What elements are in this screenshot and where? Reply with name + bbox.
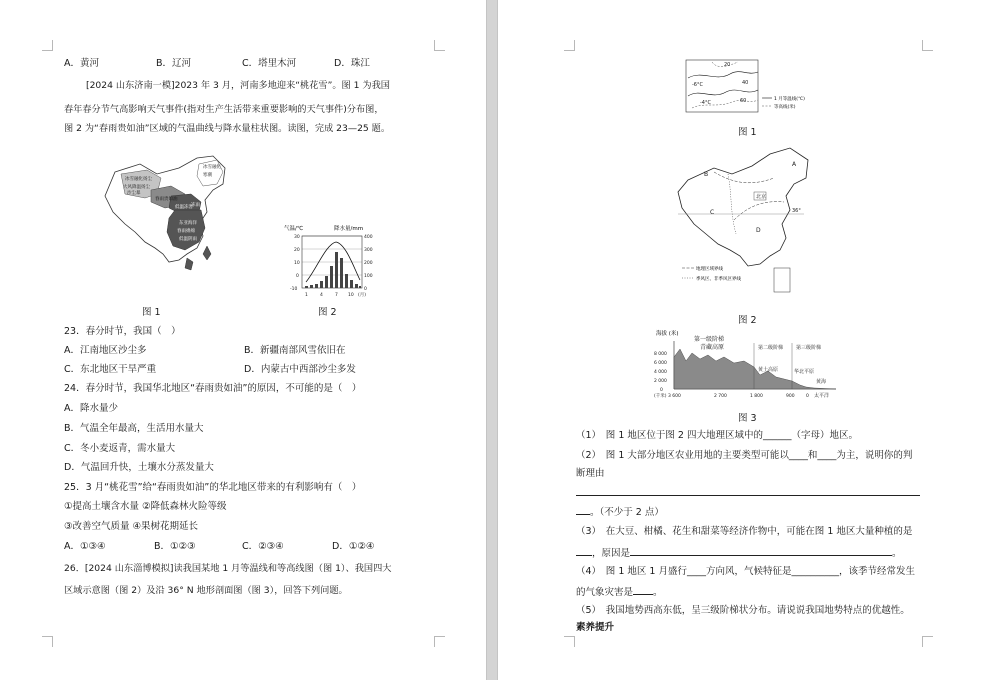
tick-label: 0 (296, 274, 299, 279)
tick-label: -10 (290, 287, 298, 292)
reason-label: ，原因是 (592, 548, 631, 559)
crop-mark (434, 40, 445, 51)
sub-question-3-line2: ，原因是 。 (576, 546, 902, 560)
tick-label: 4 (320, 293, 323, 298)
terrain-label: 华北平原 (794, 369, 815, 375)
map-label: 40 (742, 80, 749, 86)
map-label: 低温冻害 (175, 205, 193, 210)
map-label: 大风降温扬尘 (123, 185, 150, 190)
sub-question-2: （2） 图 1 大部分地区农业用地的主要类型可能以____和____为主，说明你的判 (576, 450, 913, 461)
tick-label: 7 (335, 293, 338, 298)
crop-mark (42, 636, 53, 647)
tick-label: 0 (364, 287, 367, 292)
latitude-label: 36° (792, 208, 801, 214)
terrain-label: 青藏高原 (700, 344, 725, 351)
sub-question-2: 断理由 (576, 468, 605, 479)
question-stem: 24．春分时节，我国华北地区“春雨贵如油”的原因，不可能的是（ ） (64, 383, 362, 394)
tick-label: 0 (806, 394, 809, 399)
answer-line[interactable] (576, 495, 920, 496)
figure-caption: 图 1 (738, 127, 757, 138)
crop-mark (564, 636, 575, 647)
city-label: 北京 (756, 194, 767, 200)
crop-mark (922, 40, 933, 51)
terrain-label: 黄土高原 (758, 367, 779, 373)
map-label: 春雨绵绵 (177, 229, 195, 234)
option-b: B．①②③ (154, 541, 196, 552)
page-gutter (486, 0, 498, 680)
map-label: -6°C (692, 82, 703, 88)
region-label: B (704, 171, 709, 178)
tick-label: (月) (358, 293, 367, 298)
section-title: 素养提升 (576, 622, 615, 633)
crop-mark (42, 40, 53, 51)
china-regions-map (674, 140, 824, 308)
map-label: 低温阴雨 (179, 237, 197, 242)
tick-label: 2 000 (654, 379, 667, 384)
axis-title: 海拔 (米) (656, 331, 679, 337)
map-label: 60 (740, 98, 747, 104)
disaster-label: 的气象灾害是 (576, 587, 634, 598)
terrain-profile (654, 327, 844, 405)
option-c: C．冬小麦返青，需水量大 (64, 443, 176, 454)
note-text: 。（不少于 2 点） (590, 507, 664, 518)
axis-title: 气温/℃ (284, 226, 304, 232)
map-label: 春雨贵如油 (155, 197, 178, 202)
sub-question-4: （4） 图 1 地区 1 月盛行____方向风，气候特征是__________，该季节经常发生 (576, 566, 915, 577)
sub-question-5: （5） 我国地势西高东低，呈三级阶梯状分布。请说说我国地势特点的优越性。 (576, 605, 910, 616)
figure-caption: 图 1 (142, 307, 161, 318)
figure-caption: 图 2 (318, 307, 337, 318)
tick-label: 8 000 (654, 352, 667, 357)
tick-label: 1 800 (750, 394, 763, 399)
tick-label: 6 000 (654, 361, 667, 366)
question-stem: 区域示意图（图 2）及沿 36° N 地形剖面图（图 3），回答下列问题。 (64, 585, 348, 596)
option-a: A．降水量少 (64, 403, 118, 414)
option-b: B．气温全年最高，生活用水量大 (64, 423, 204, 434)
map-label: -4°C (700, 100, 711, 106)
tick-label: 30 (294, 235, 300, 240)
option-a: A．①③④ (64, 541, 106, 552)
terrain-label: 黄海 (816, 379, 827, 385)
answer-note (576, 505, 664, 519)
terrain-label: 第二级阶梯 (758, 345, 784, 351)
answer-blank[interactable] (633, 585, 653, 595)
answer-blank[interactable] (576, 505, 590, 515)
figure-caption: 图 3 (738, 413, 757, 424)
tick-label: 4 000 (654, 370, 667, 375)
figure-caption: 图 2 (738, 315, 757, 326)
legend-label: 地理区域界线 (696, 267, 723, 272)
region-label: A (792, 161, 797, 168)
tick-label: 900 (786, 394, 795, 399)
terrain-label: 太平洋 (814, 393, 830, 399)
option-b: B．辽河 (156, 58, 192, 69)
map-label: 沙尘暴 (127, 191, 141, 196)
map-label: 冻雨 (191, 203, 200, 208)
region-label: D (756, 227, 761, 234)
question-stem: 23．春分时节，我国（ ） (64, 326, 181, 337)
map-label: 东亚海洋 (179, 221, 197, 226)
left-page (0, 0, 486, 680)
china-weather-map (95, 150, 245, 300)
terrain-label: 第一级阶梯 (694, 336, 725, 343)
option-a: A．黄河 (64, 58, 99, 69)
tick-label: (千米) 3 600 (654, 394, 681, 399)
option-c: C．②③④ (242, 541, 284, 552)
statement-items: ①提高土壤含水量 ②降低森林火险等级 (64, 501, 227, 512)
crop-mark (434, 636, 445, 647)
passage-line: [2024 山东济南一模]2023 年 3 月，河南多地迎来“桃花雪”。图 1 为我国 (86, 80, 390, 91)
statement-items: ③改善空气质量 ④果树花期延长 (64, 521, 199, 532)
legend-label: 等高线(米) (774, 105, 796, 110)
crop-mark (922, 636, 933, 647)
option-d: D．内蒙古中西部沙尘多发 (244, 364, 356, 375)
tick-label: 400 (364, 235, 373, 240)
option-d: D．气温回升快，土壤水分蒸发量大 (64, 462, 214, 473)
passage-line: 图 2 为“春雨贵如油”区域的气温曲线与降水量柱状图。读图，完成 23—25 题。 (64, 123, 391, 134)
right-page (498, 0, 996, 680)
option-a: A．江南地区沙尘多 (64, 345, 147, 356)
map-label: 冰雪融化 (203, 165, 221, 170)
option-c: C．东北地区干旱严重 (64, 364, 157, 375)
option-c: C．塔里木河 (242, 58, 297, 69)
climate-chart (282, 222, 378, 304)
option-b: B．新疆南部风雪依旧在 (244, 345, 346, 356)
question-stem: 25．3 月“桃花雪”给“春雨贵如油”的华北地区带来的有利影响有（ ） (64, 482, 362, 493)
isotherm-contour-map (682, 56, 812, 118)
map-label: 寒潮 (203, 173, 212, 178)
option-d: D．①②④ (332, 541, 375, 552)
legend-label: 1 月等温线(℃) (774, 97, 805, 102)
answer-blank[interactable] (630, 546, 892, 556)
sub-question-4-line2: 的气象灾害是 。 (576, 587, 663, 598)
tick-label: 0 (660, 388, 663, 393)
tick-label: 1 (305, 293, 308, 298)
tick-label: 200 (364, 261, 373, 266)
tick-label: 100 (364, 274, 373, 279)
sub-question-3: （3） 在大豆、柑橘、花生和甜菜等经济作物中，可能在图 1 地区大量种植的是 (576, 526, 913, 537)
answer-blank[interactable] (576, 546, 592, 556)
tick-label: 20 (294, 248, 300, 253)
map-label: 冰雪融化扬尘 (125, 177, 152, 182)
question-stem: 26．[2024 山东淄博模拟]读我国某地 1 月等温线和等高线图（图 1）、我国四大 (64, 563, 392, 574)
crop-mark (564, 40, 575, 51)
tick-label: 10 (348, 293, 354, 298)
sub-question-1: （1） 图 1 地区位于图 2 四大地理区域中的______（字母）地区。 (576, 430, 858, 441)
legend-label: 季风区、非季风区界线 (696, 277, 741, 282)
axis-title: 降水量/mm (334, 226, 364, 232)
passage-line: 春年春分节气高影响天气事件(指对生产生活带来重要影响的天气事件)分布图， (64, 104, 384, 115)
option-d: D．珠江 (334, 58, 370, 69)
region-label: C (710, 209, 715, 216)
terrain-label: 第三级阶梯 (796, 345, 822, 351)
map-label: 20 (724, 62, 731, 68)
tick-label: 10 (294, 261, 300, 266)
tick-label: 300 (364, 248, 373, 253)
tick-label: 2 700 (714, 394, 727, 399)
